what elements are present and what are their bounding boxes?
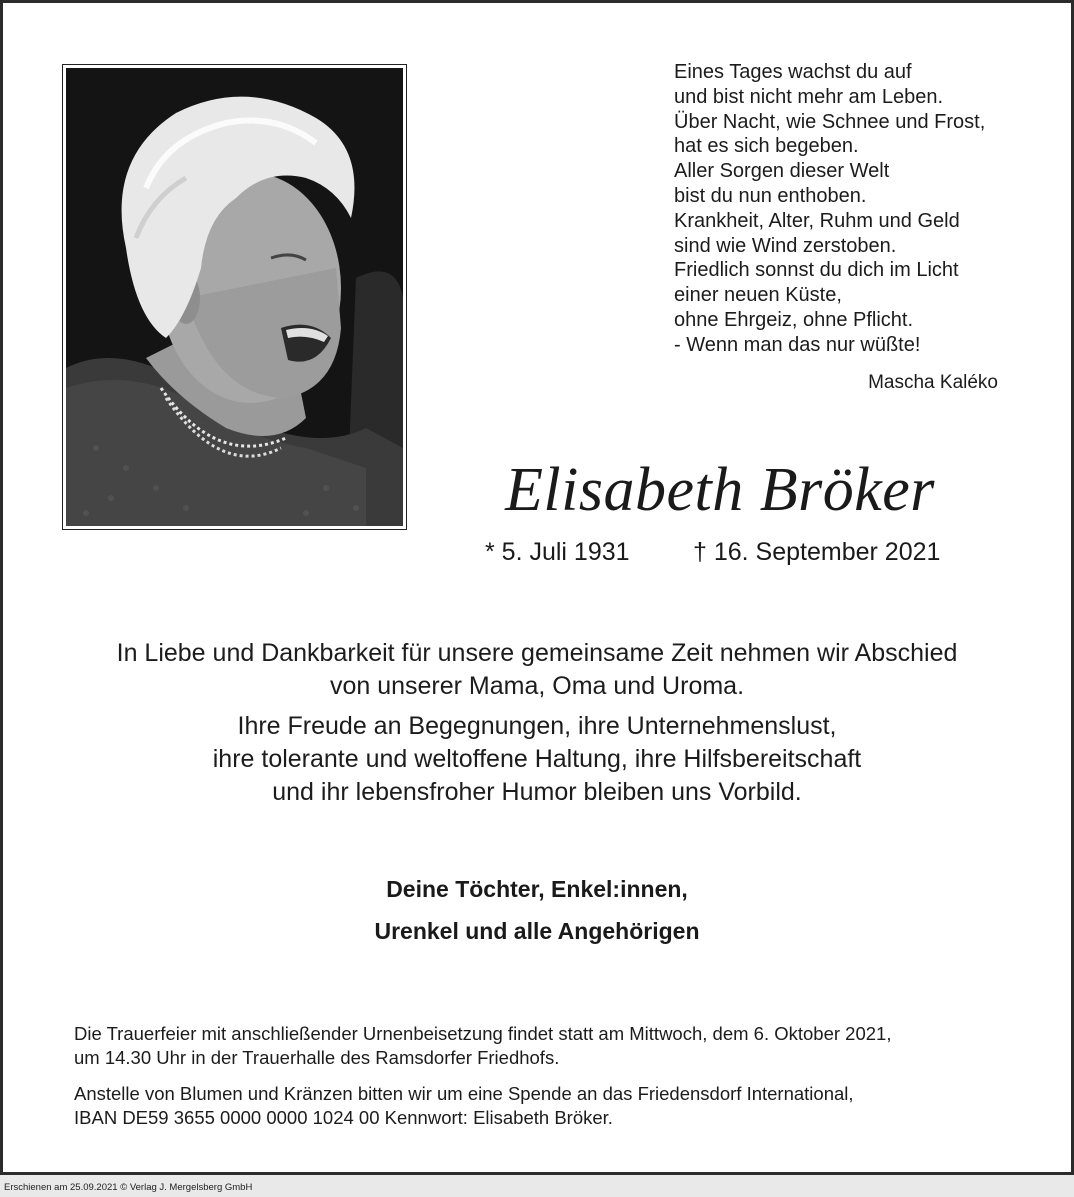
death-date: † 16. September 2021 xyxy=(693,538,941,566)
portrait-photo xyxy=(66,68,403,526)
signer-line: Urenkel und alle Angehörigen xyxy=(374,918,700,944)
poem xyxy=(674,60,1034,358)
poem-line: hat es sich begeben. xyxy=(674,135,859,158)
poem-line: ohne Ehrgeiz, ohne Pflicht. xyxy=(674,308,914,331)
farewell-paragraph xyxy=(40,637,1034,703)
poem-line: bist du nun enthoben. xyxy=(674,184,867,207)
tribute-paragraph xyxy=(40,710,1034,809)
birth-date: * 5. Juli 1931 xyxy=(485,538,630,566)
publication-credit: Erschienen am 25.09.2021 © Verlag J. Mergelsberg GmbH xyxy=(4,1182,253,1193)
poem-line: Friedlich sonnst du dich im Licht xyxy=(674,259,959,282)
text-line: ihre tolerante und weltoffene Haltung, ihre Hilfsbereitschaft xyxy=(212,745,862,773)
text-line: Ihre Freude an Begegnungen, ihre Unternehmenslust, xyxy=(237,712,837,740)
poem-line: einer neuen Küste, xyxy=(674,284,842,307)
donation-notice xyxy=(74,1082,1014,1130)
notice-line: Die Trauerfeier mit anschließender Urnenbeisetzung findet statt am Mittwoch, dem 6. Oktober 2021, xyxy=(74,1023,892,1044)
poem-line: Krankheit, Alter, Ruhm und Geld xyxy=(674,209,960,232)
portrait-illustration xyxy=(66,68,403,526)
poem-line: Über Nacht, wie Schnee und Frost, xyxy=(674,110,986,133)
notice-line: IBAN DE59 3655 0000 0000 1024 00 Kennwort: Elisabeth Bröker. xyxy=(74,1107,613,1128)
notice-line: Anstelle von Blumen und Kränzen bitten wir um eine Spende an das Friedensdorf International, xyxy=(74,1083,854,1104)
text-line: In Liebe und Dankbarkeit für unsere gemeinsame Zeit nehmen wir Abschied xyxy=(116,639,958,667)
poem-line: und bist nicht mehr am Leben. xyxy=(674,85,944,108)
text-line: und ihr lebensfroher Humor bleiben uns Vorbild. xyxy=(272,778,802,806)
signer-line: Deine Töchter, Enkel:innen, xyxy=(386,876,688,902)
poem-author: Mascha Kaléko xyxy=(868,372,998,393)
poem-line: - Wenn man das nur wüßte! xyxy=(674,333,921,356)
text-line: von unserer Mama, Oma und Uroma. xyxy=(329,672,745,700)
deceased-name: Elisabeth Bröker xyxy=(505,456,935,524)
ceremony-notice xyxy=(74,1022,1014,1070)
poem-line: Aller Sorgen dieser Welt xyxy=(674,160,890,183)
poem-line: sind wie Wind zerstoben. xyxy=(674,234,897,257)
notice-line: um 14.30 Uhr in der Trauerhalle des Ramsdorfer Friedhofs. xyxy=(74,1047,560,1068)
portrait-frame xyxy=(62,64,407,530)
signers xyxy=(40,868,1034,952)
poem-line: Eines Tages wachst du auf xyxy=(674,61,912,83)
